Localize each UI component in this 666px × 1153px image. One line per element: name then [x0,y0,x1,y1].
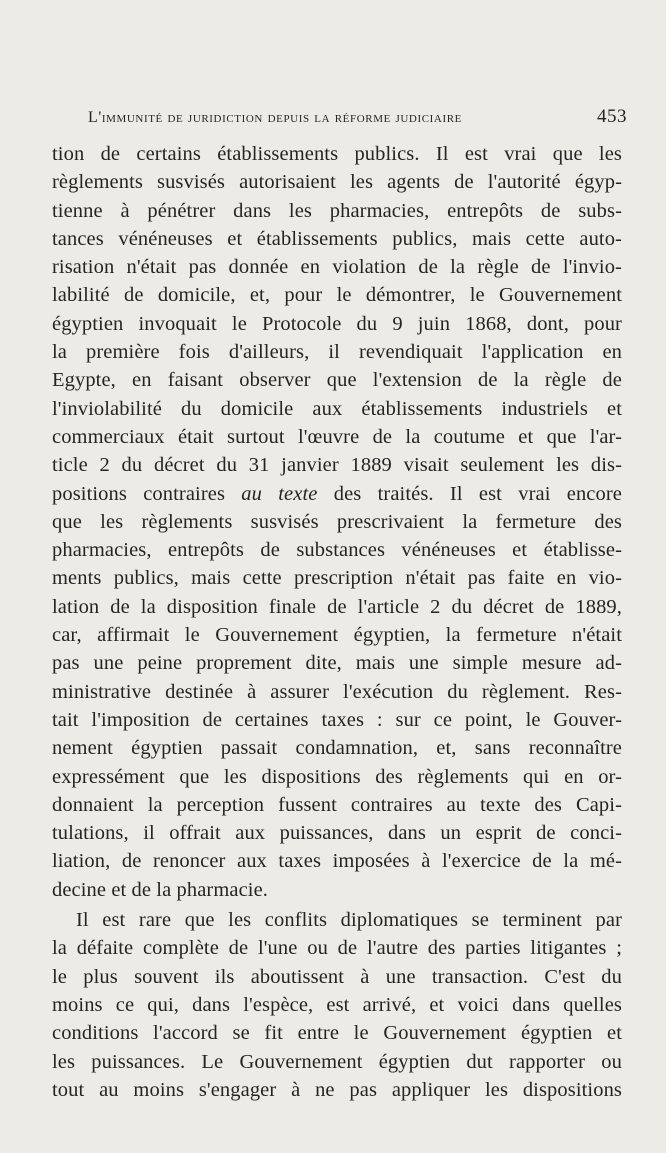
line-segment: des traités. Il est vrai encore [317,482,622,505]
text-line: tienne à pénétrer dans les pharmacies, entrepôts de subs- [52,199,622,222]
text-line: moins ce qui, dans l'espèce, est arrivé, et voici dans quelles [52,993,622,1016]
text-line: nement égyptien passait condamnation, et, sans reconnaître [52,737,622,760]
running-title: L'immunité de juridiction depuis la réforme judiciaire [88,109,462,126]
text-line: Egypte, en faisant observer que l'extension de la règle de [52,369,622,392]
text-line-with-italic [52,480,622,508]
paragraph [52,140,622,904]
text-line: le plus souvent ils aboutissent à une transaction. C'est du [52,965,622,988]
text-line: decine et de la pharmacie. [52,878,269,901]
text-line: les puissances. Le Gouvernement égyptien dut rapporter ou [52,1050,622,1073]
text-line: pharmacies, entrepôts de substances vénéneuses et établisse- [52,539,622,562]
text-line: liation, de renoncer aux taxes imposées à l'exercice de la mé- [52,850,622,873]
text-line: risation n'était pas donnée en violation de la règle de l'invio- [52,256,622,279]
text-line: tances vénéneuses et établissements publics, mais cette auto- [52,227,622,250]
text-line: égyptien invoquait le Protocole du 9 juin 1868, dont, pour [52,312,622,335]
running-header [88,106,627,128]
paragraph [52,906,622,1104]
text-line: car, affirmait le Gouvernement égyptien, la fermeture n'était [52,624,622,647]
text-line: lation de la disposition finale de l'article 2 du décret de 1889, [52,595,622,618]
text-line: la première fois d'ailleurs, il revendiquait l'application en [52,341,622,364]
text-line: tulations, il offrait aux puissances, dans un esprit de conci- [52,822,622,845]
text-line: expressément que les dispositions des règlements qui en or- [52,765,622,788]
text-line: que les règlements susvisés prescrivaient la fermeture des [52,510,622,533]
text-line: tout au moins s'engager à ne pas appliquer les dispositions [52,1078,622,1101]
text-line: pas une peine proprement dite, mais une simple mesure ad- [52,652,622,675]
text-line: commerciaux était surtout l'œuvre de la coutume et que l'ar- [52,425,622,448]
page-number: 453 [597,106,627,127]
text-line: conditions l'accord se fit entre le Gouvernement égyptien et [52,1022,622,1045]
text-line: l'inviolabilité du domicile aux établissements industriels et [52,397,622,420]
text-line: ministrative destinée à assurer l'exécution du règlement. Res- [52,680,622,703]
text-line: tion de certains établissements publics. Il est vrai que les [52,143,622,165]
body-text [52,140,622,1104]
text-line: ticle 2 du décret du 31 janvier 1889 visait seulement les dis- [52,454,622,477]
text-line: ments publics, mais cette prescription n'était pas faite en vio- [52,567,622,590]
italic-phrase: au texte [241,482,318,505]
text-line: donnaient la perception fussent contraires au texte des Capi- [52,793,622,816]
line-segment: positions contraires [52,482,242,505]
text-line: labilité de domicile, et, pour le démontrer, le Gouvernement [52,284,622,307]
text-line: Il est rare que les conflits diplomatiques se terminent par [76,909,622,932]
text-line: la défaite complète de l'une ou de l'autre des parties litigantes ; [52,937,622,960]
text-line: règlements susvisés autorisaient les agents de l'autorité égyp- [52,171,622,194]
text-line: tait l'imposition de certaines taxes : sur ce point, le Gouver- [52,708,622,731]
